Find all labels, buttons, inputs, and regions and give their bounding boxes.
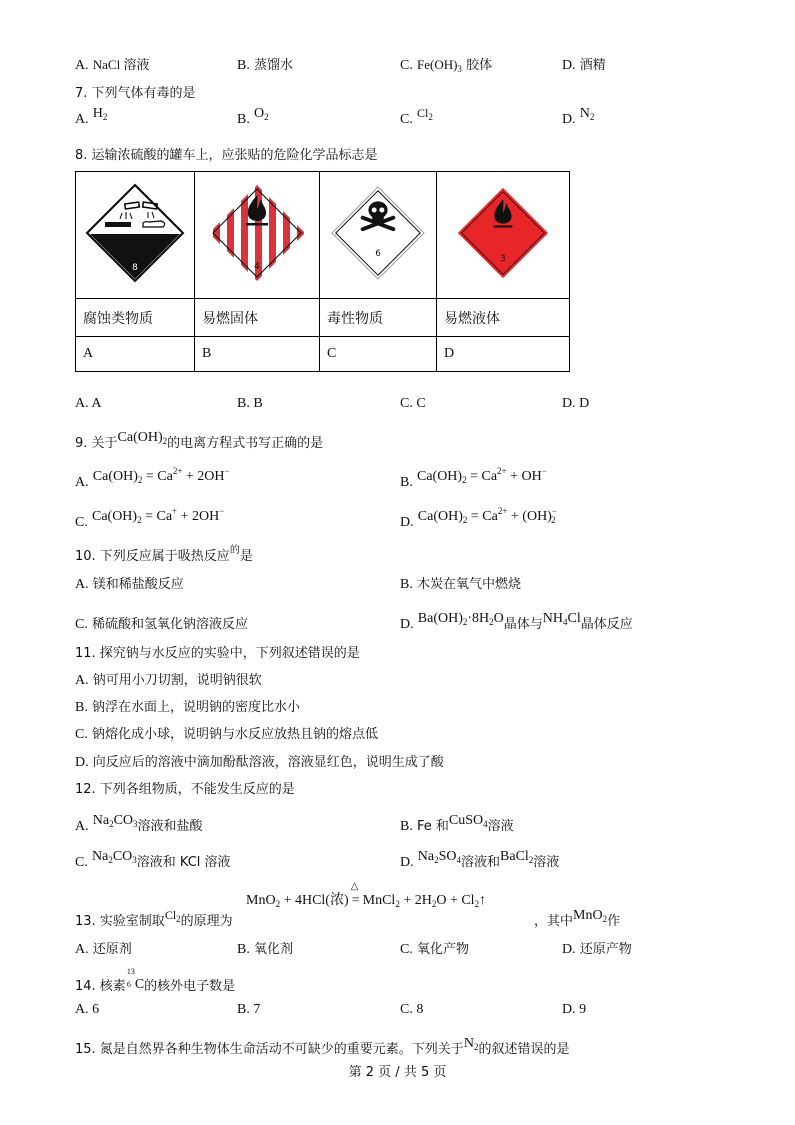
q8-option-b: B. B [237,396,263,411]
q13-equation: MnO$_2$ + 4HCl(浓) △ = MnCl$_2$ + $2H_2O$ + $Cl_2↑$ [246,881,487,909]
q9-option-b: B. $Ca(OH)_2 = Ca^{2+} + OH^-$ [400,466,547,490]
symbol-cell-b [195,172,320,299]
q13-option-a: A. 还原剂 [75,942,132,957]
option-label: C. [400,112,413,127]
symbol-cell-d [437,172,570,299]
q8-option-d: D. D [562,396,590,411]
equation: $Ca(OH)_2 = Ca^{2+} + (OH)^-_2$ [417,506,557,525]
q14-option-d: D. 9 [562,1002,587,1017]
q12-option-a: A. $Na_2CO_3$溶液和盐酸 [75,813,203,834]
symbol-cell-c [320,172,437,299]
q10-option-c: C. 稀硫酸和氢氧化钠溶液反应 [75,617,248,632]
option-text: 蒸馏水 [253,58,293,73]
formula: $Na_2CO_3$ [92,813,138,829]
q14-option-a: A. 6 [75,1002,100,1017]
q13-option-b: B. 氧化剂 [237,942,293,957]
nuclide-notation: 13 6 [126,967,135,989]
formula: $N_2$ [463,1036,479,1052]
q10-option-b: B. 木炭在氧气中燃烧 [400,577,521,592]
q10-option-a: A. 镁和稀盐酸反应 [75,577,184,592]
option-formula: Fe(OH) [416,57,458,72]
q12-option-b: B. Fe 和CuSO$_4$溶液 [400,813,514,834]
q7-option-c [400,106,433,128]
symbol-name: 易燃液体 [437,299,570,337]
q13-option-d: D. 还原产物 [562,942,632,957]
q9-option-c: C. $Ca(OH)_2 = Ca^+ + 2OH^-$ [75,506,225,530]
option-formula: $Cl_2$ [416,106,433,122]
formula: $Na_2SO_4$ [417,849,461,865]
svg-text:8: 8 [132,263,138,273]
q8-stem: 8. 运输浓硫酸的罐车上，应张贴的危险化学品标志是 [75,148,378,163]
formula: $Cl_2$ [164,908,181,924]
q11-option-d: D. 向反应后的溶液中滴加酚酞溶液，溶液显红色，说明生成了酸 [75,755,444,770]
q6-option-b [237,54,293,74]
q14-option-c: C. 8 [400,1002,424,1017]
flammable-solid-hazard-icon [207,183,307,283]
symbol-name: 易燃固体 [195,299,320,337]
toxic-hazard-icon [330,185,426,281]
symbol-name: 腐蚀类物质 [76,299,195,337]
corrosive-hazard-icon [85,183,185,283]
formula: CuSO$_4$ [448,813,488,829]
symbol-letter: D [437,337,570,372]
option-label: B. [237,112,250,127]
q7-option-b [237,106,269,128]
q10-stem: 10. 下列反应属于吸热反应$^的$是 [75,545,253,564]
option-formula: $O_2$ [253,106,269,122]
q10-option-d: D. $Ba(OH)_2\cdot 8H_2O$晶体与$NH_4Cl$晶体反应 [400,611,633,632]
q8-option-a: A. A [75,396,102,411]
svg-text:6: 6 [375,249,381,260]
q9-option-d: D. $Ca(OH)_2 = Ca^{2+} + (OH)^-_2$ [400,506,557,530]
svg-text:3: 3 [500,253,506,264]
q11-stem: 11. 探究钠与水反应的实验中，下列叙述错误的是 [75,646,360,661]
heat-triangle-icon: △ [350,881,359,892]
q6-option-a [75,54,149,74]
q11-option-b: B. 钠浮在水面上，说明钠的密度比水小 [75,700,300,715]
q9-stem: 9. 关于$Ca(OH)_2$的电离方程式书写正确的是 [75,430,324,451]
q12-option-c: C. $Na_2CO_3$溶液和 KCl 溶液 [75,849,231,870]
option-text: 胶体 [466,58,493,73]
formula: $Ca(OH)_2$ [117,430,168,446]
svg-text:4: 4 [254,262,260,272]
subscript: 3 [457,64,462,74]
formula: $Ba(OH)_2\cdot 8H_2O$ [417,611,504,627]
option-text: 酒精 [579,58,606,73]
option-label: B. [237,58,250,73]
q13-stem-end: ，其中MnO$_2$作 [534,908,621,929]
equation: $Ca(OH)_2 = Ca^+ + 2OH^-$ [91,506,225,525]
q9-option-a: A. $Ca(OH)_2 = Ca^{2+} + 2OH^-$ [75,466,230,490]
option-text: NaCl 溶液 [92,57,150,72]
q7-stem: 7. 下列气体有毒的是 [75,86,196,101]
formula: $Na_2CO_3$ [91,849,137,865]
option-label: A. [75,112,89,127]
q7-option-a [75,106,108,128]
name-row [76,299,570,337]
equation: $Ca(OH)_2 = Ca^{2+} + 2OH^-$ [92,466,230,485]
option-label: C. [400,58,413,73]
symbol-letter: C [320,337,437,372]
letter-row [76,337,570,372]
symbol-cell-a [76,172,195,299]
symbol-letter: A [76,337,195,372]
formula: BaCl$_2$ [500,849,534,865]
q11-option-c: C. 钠熔化成小球，说明钠与水反应放热且钠的熔点低 [75,727,378,742]
q8-option-c: C. C [400,396,426,411]
q7-option-d [562,106,595,128]
q6-option-d [562,54,606,74]
q13-option-c: C. 氧化产物 [400,942,469,957]
symbol-row [76,172,570,299]
q12-option-d: D. $Na_2SO_4$溶液和BaCl$_2$溶液 [400,849,560,870]
page-footer: 第 2 页 / 共 5 页 [348,1065,447,1080]
formula: $NH_4Cl$ [542,611,581,627]
option-formula: $N_2$ [579,106,595,122]
q11-option-a: A. 钠可用小刀切割，说明钠很软 [75,673,262,688]
q14-option-b: B. 7 [237,1002,261,1017]
q13-stem: 13. 实验室制取$Cl_2$的原理为 [75,908,233,929]
q6-option-c [400,54,492,74]
hazard-symbol-table [75,171,570,372]
symbol-name: 毒性物质 [320,299,437,337]
option-label: D. [562,112,576,127]
formula: MnO$_2$ [573,908,608,924]
option-label: D. [562,58,576,73]
q15-stem: 15. 氮是自然界各种生物体生命活动不可缺少的重要元素。下列关于$N_2$的叙述错误的是 [75,1036,570,1057]
q12-stem: 12. 下列各组物质，不能发生反应的是 [75,782,295,797]
flammable-liquid-hazard-icon [456,186,550,280]
q14-stem: 14. 核素 13 6 C的核外电子数是 [75,967,236,994]
symbol-letter: B [195,337,320,372]
reaction-condition: △ = [350,881,360,908]
option-label: A. [75,58,89,73]
option-formula: $H_2$ [92,106,108,122]
equation: $Ca(OH)_2 = Ca^{2+} + OH^-$ [416,466,547,485]
